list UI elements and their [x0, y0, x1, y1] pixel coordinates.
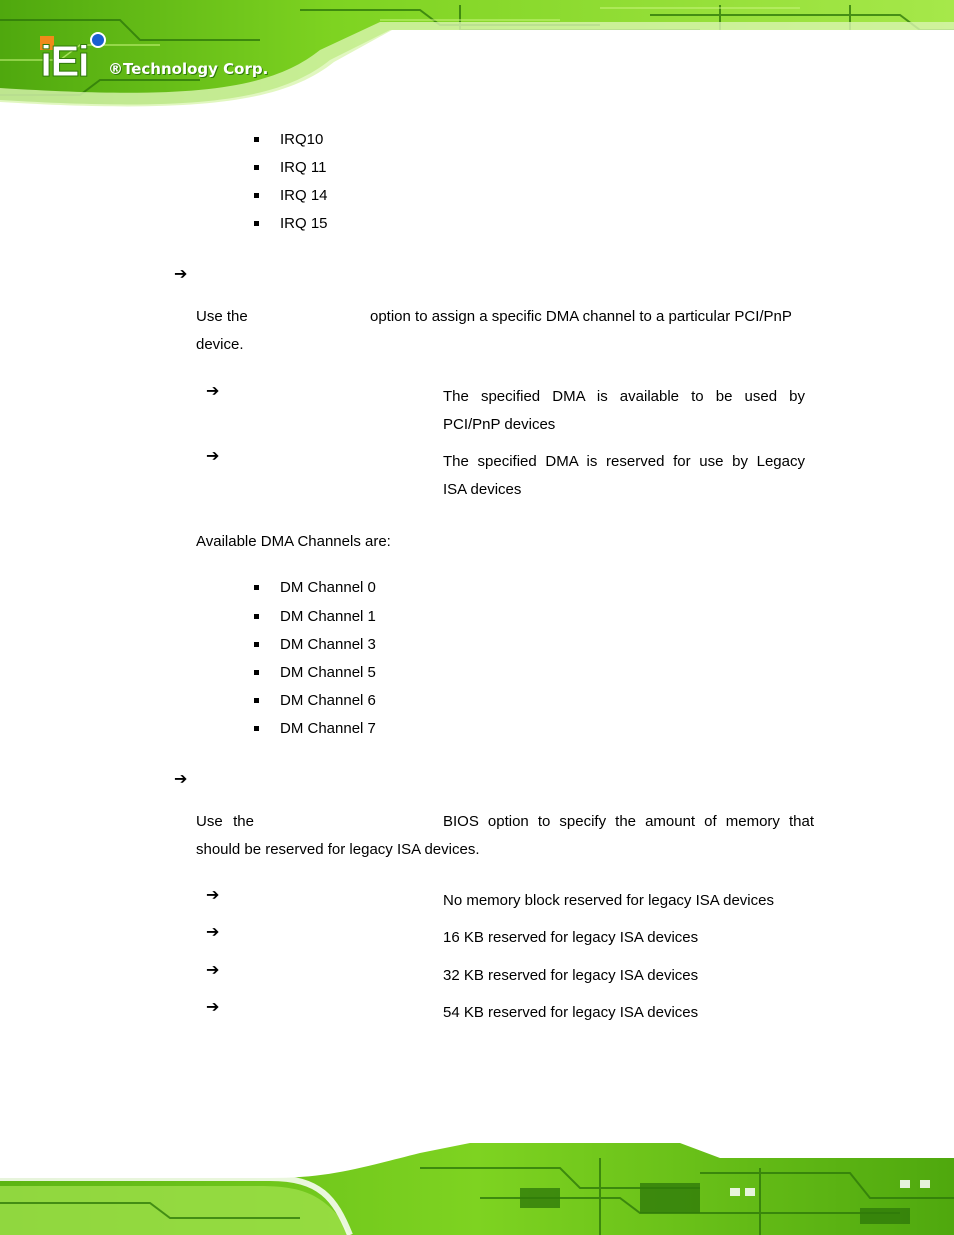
pcb-footer-graphic	[0, 1128, 954, 1235]
list-item: DM Channel 5	[280, 664, 376, 681]
option-arrow-icon: ➔	[206, 446, 220, 465]
option-arrow-icon: ➔	[206, 922, 220, 941]
company-logo	[40, 30, 104, 86]
dma-option-desc-line2: PCI/PnP devices	[443, 416, 556, 433]
bullet-marker	[254, 614, 259, 619]
memory-intro-start: Use the	[196, 813, 254, 830]
footer-banner	[0, 1128, 954, 1235]
memory-option-desc: No memory block reserved for legacy ISA devices	[443, 892, 774, 909]
bullet-marker	[254, 670, 259, 675]
list-item: IRQ 11	[280, 159, 327, 176]
header-banner	[0, 0, 954, 112]
bullet-marker	[254, 221, 259, 226]
dma-option-desc: The specified DMA is available to be used by	[443, 388, 805, 405]
option-arrow-icon: ➔	[206, 885, 220, 904]
bullet-marker	[254, 165, 259, 170]
memory-intro-line2: should be reserved for legacy ISA devices.	[196, 841, 480, 858]
memory-option-desc: 32 KB reserved for legacy ISA devices	[443, 967, 699, 984]
logo-blue-dot	[90, 32, 106, 48]
list-item: DM Channel 1	[280, 608, 376, 625]
memory-option-desc: 16 KB reserved for legacy ISA devices	[443, 929, 699, 946]
bullet-marker	[254, 193, 259, 198]
available-channels-label: Available DMA Channels are:	[196, 533, 391, 550]
bullet-marker	[254, 698, 259, 703]
bullet-marker	[254, 585, 259, 590]
list-item: DM Channel 7	[280, 720, 376, 737]
pcb-header-graphic	[0, 0, 954, 112]
list-item: IRQ 15	[280, 215, 328, 232]
dma-option-desc: The specified DMA is reserved for use by Legacy	[443, 453, 805, 470]
list-item: DM Channel 0	[280, 579, 376, 596]
option-arrow-icon: ➔	[206, 381, 220, 400]
dma-intro-start: Use the	[196, 308, 248, 325]
section-arrow-icon: ➔	[174, 769, 188, 788]
option-arrow-icon: ➔	[206, 997, 220, 1016]
option-arrow-icon: ➔	[206, 960, 220, 979]
list-item: DM Channel 3	[280, 636, 376, 653]
memory-intro-end: BIOS option to specify the amount of memory that	[443, 813, 814, 830]
memory-option-desc: 54 KB reserved for legacy ISA devices	[443, 1004, 699, 1021]
bullet-marker	[254, 137, 259, 142]
dma-intro-end: option to assign a specific DMA channel to a particular PCI/PnP	[370, 308, 792, 325]
list-item: IRQ 14	[280, 187, 328, 204]
list-item: IRQ10	[280, 131, 324, 148]
bullet-marker	[254, 642, 259, 647]
dma-intro-line2: device.	[196, 336, 244, 353]
list-item: DM Channel 6	[280, 692, 376, 709]
brand-name: ®Technology Corp.	[108, 60, 269, 78]
bullet-marker	[254, 726, 259, 731]
dma-option-desc-line2: ISA devices	[443, 481, 522, 498]
logo-text: iEi	[40, 37, 88, 86]
section-arrow-icon: ➔	[174, 264, 188, 283]
